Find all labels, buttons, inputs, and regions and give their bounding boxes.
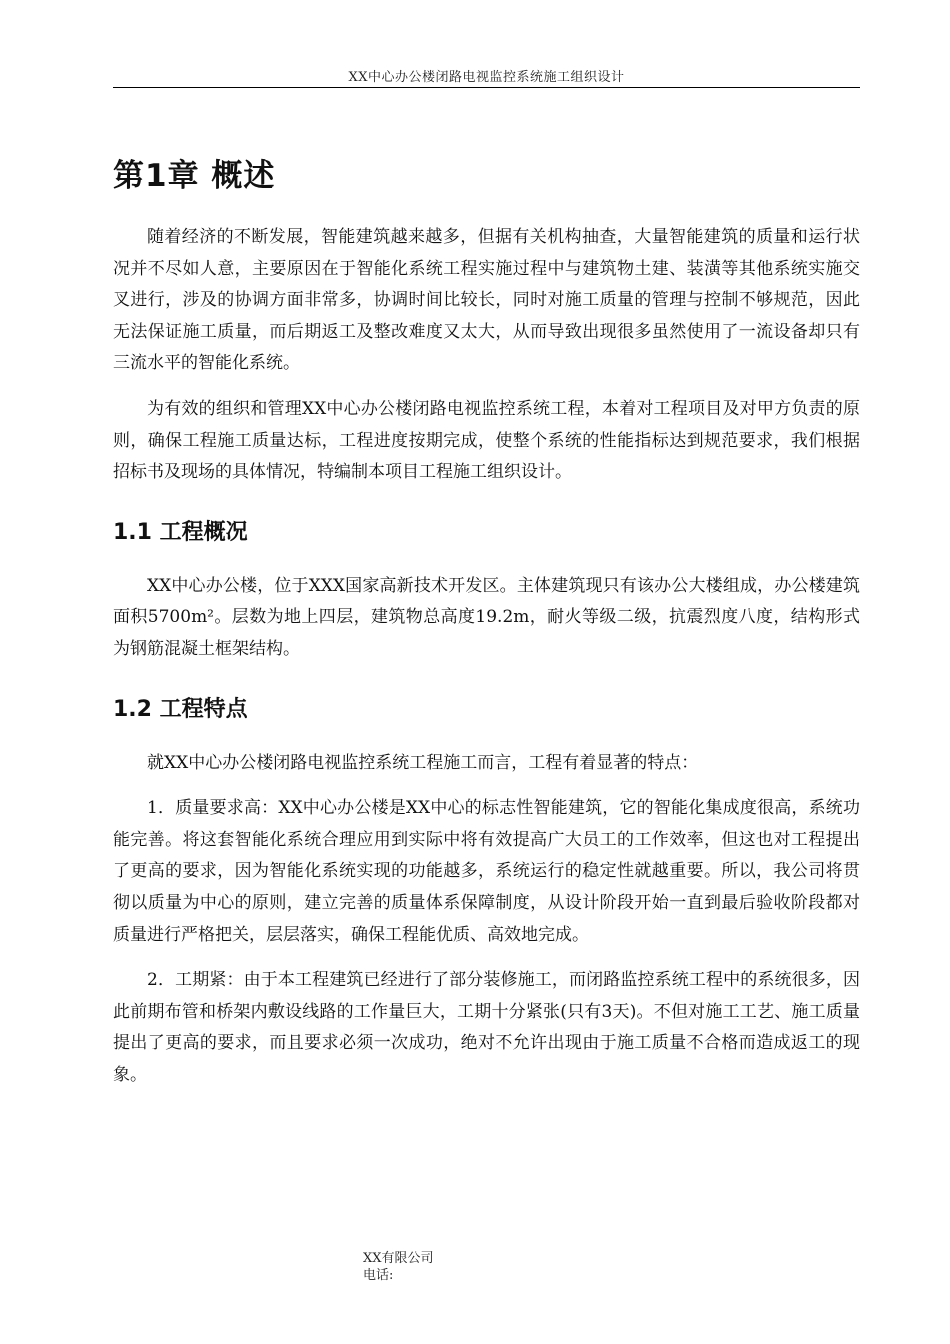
- running-header: XX中心办公楼闭路电视监控系统施工组织设计: [348, 70, 625, 85]
- footer-phone-label: 电话:: [363, 1268, 394, 1283]
- intro-paragraph-2: 为有效的组织和管理XX中心办公楼闭路电视监控系统工程，本着对工程项目及对甲方负责的原则，确保工程施工质量达标，工程进度按期完成，使整个系统的性能指标达到规范要求，我们根据招标书及现场的具体情况，特编制本项目工程施工组织设计。: [113, 398, 860, 483]
- feature-quality-paragraph: 1．质量要求高：XX中心办公楼是XX中心的标志性智能建筑，它的智能化集成度很高，系统功能完善。将这套智能化系统合理应用到实际中将有效提高广大员工的工作效率，但这也对工程提出了更高的要求，因为智能化系统实现的功能越多，系统运行的稳定性就越重要。所以，我公司将贯彻以质量为中心的原则，建立完善的质量体系保障制度，从设计阶段开始一直到最后验收阶段都对质量进行严格把关，层层落实，确保工程能优质、高效地完成。: [113, 798, 860, 945]
- footer-company: XX有限公司: [363, 1251, 434, 1266]
- page-footer: [363, 1250, 434, 1284]
- section-title-overview: 1.1 工程概况: [113, 519, 248, 545]
- chapter-title: 第1章 概述: [113, 158, 276, 194]
- header-divider: [113, 87, 860, 88]
- document-body: [113, 148, 860, 1091]
- section-title-features: 1.2 工程特点: [113, 696, 248, 722]
- features-intro-paragraph: 就XX中心办公楼闭路电视监控系统工程施工而言，工程有着显著的特点：: [147, 752, 699, 773]
- overview-paragraph: XX中心办公楼，位于XXX国家高新技术开发区。主体建筑现只有该办公大楼组成，办公楼建筑面积5700m²。层数为地上四层，建筑物总高度19.2m，耐火等级二级，抗震烈度八度，结构形式为钢筋混凝土框架结构。: [113, 575, 860, 659]
- feature-schedule-paragraph: 2．工期紧：由于本工程建筑已经进行了部分装修施工，而闭路监控系统工程中的系统很多，因此前期布管和桥架内敷设线路的工作量巨大，工期十分紧张(只有3天)。不但对施工工艺、施工质量提出了更高的要求，而且要求必须一次成功，绝对不允许出现由于施工质量不合格而造成返工的现象。: [113, 970, 860, 1085]
- intro-paragraph-1: 随着经济的不断发展，智能建筑越来越多，但据有关机构抽查，大量智能建筑的质量和运行状况并不尽如人意，主要原因在于智能化系统工程实施过程中与建筑物土建、装潢等其他系统实施交叉进行，涉及的协调方面非常多，协调时间比较长，同时对施工质量的管理与控制不够规范，因此无法保证施工质量，而后期返工及整改难度又太大，从而导致出现很多虽然使用了一流设备却只有三流水平的智能化系统。: [113, 227, 860, 374]
